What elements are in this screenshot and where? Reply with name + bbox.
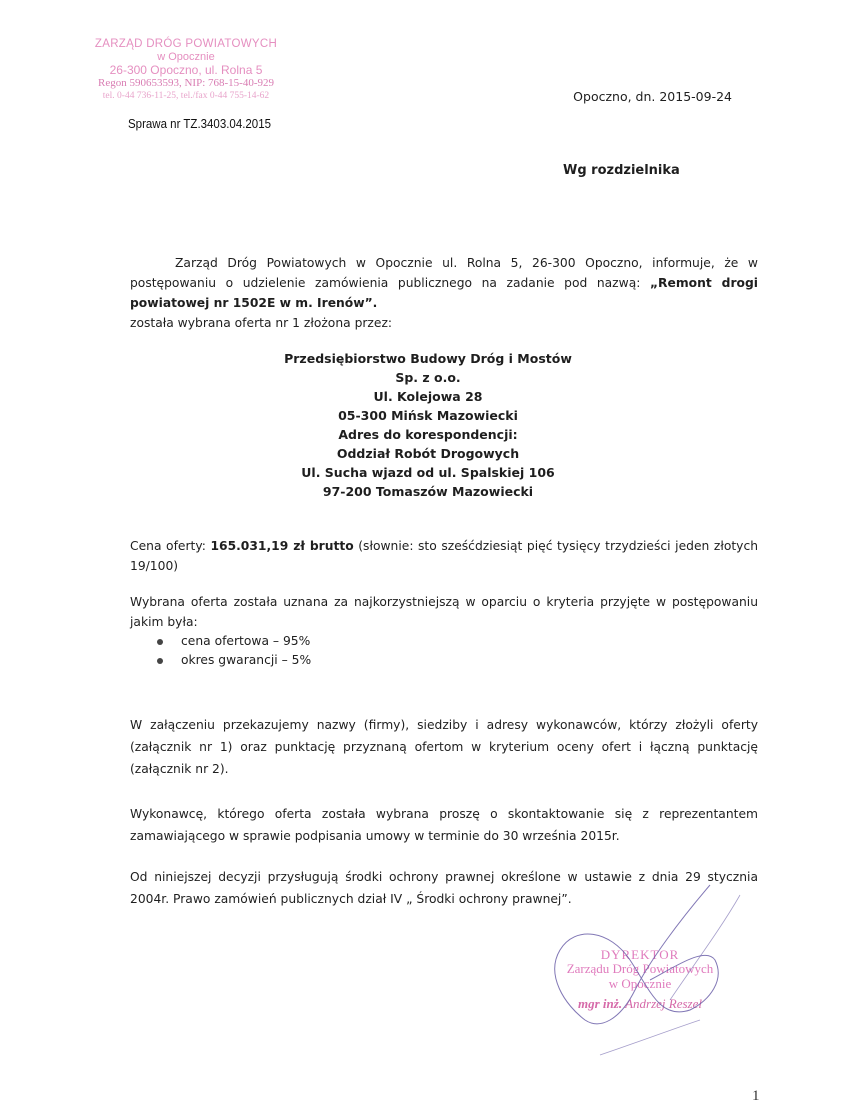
stamp-line-city: w Opocznie xyxy=(157,51,215,63)
winning-bidder xyxy=(230,349,626,501)
criteria-label: cena ofertowa – 95% xyxy=(181,634,311,648)
bidder-line: Ul. Kolejowa 28 xyxy=(373,389,483,404)
price-paragraph xyxy=(130,536,758,576)
stamp-name xyxy=(540,992,740,1016)
place-date: Opoczno, dn. 2015-09-24 xyxy=(573,89,732,104)
sender-stamp xyxy=(86,38,286,103)
contact-paragraph: Wykonawcę, którego oferta została wybrana proszę o skontaktowanie się z reprezentantem zamawiającego w sprawie podpisania umowy w terminie do 30 września 2015r. xyxy=(130,807,758,843)
recipient: Wg rozdzielnika xyxy=(563,163,680,178)
intro-paragraph xyxy=(130,253,758,333)
stamp-line-phone: tel. 0-44 736-11-25, tel./fax 0-44 755-14-62 xyxy=(102,91,270,101)
stamp-city: w Opocznie xyxy=(608,976,672,991)
criteria-item xyxy=(157,632,311,651)
criteria-label: okres gwarancji – 5% xyxy=(181,653,312,667)
stamp-line-address: 26-300 Opoczno, ul. Rolna 5 xyxy=(109,63,263,77)
criteria-item xyxy=(157,651,311,670)
bidder-line: 05-300 Mińsk Mazowiecki xyxy=(338,408,518,423)
bidder-line: Sp. z o.o. xyxy=(395,370,461,385)
bidder-line: Ul. Sucha wjazd od ul. Spalskiej 106 xyxy=(301,465,555,480)
page-number: 1 xyxy=(752,1088,760,1104)
bidder-line: 97-200 Tomaszów Mazowiecki xyxy=(322,484,534,499)
stamp-title: DYREKTOR xyxy=(600,947,680,962)
price-amount: 165.031,19 zł brutto xyxy=(210,539,354,553)
criteria-paragraph: Wybrana oferta została uznana za najkorzystniejszą w oparciu o kryteria przyjęte w postępowaniu jakim była: xyxy=(130,595,758,629)
stamp-person: Andrzej Reszel xyxy=(622,996,702,1011)
price-label: Cena oferty: xyxy=(130,539,211,553)
case-number: Sprawa nr TZ.3403.04.2015 xyxy=(128,117,272,131)
bullet-icon xyxy=(157,639,163,645)
intro-text: Zarząd Dróg Powiatowych w Opocznie ul. Rolna 5, 26-300 Opoczno, informuje, że w postępowaniu o udzielenie zamówienia publicznego na zadanie pod nazwą: xyxy=(130,256,758,290)
appeal-paragraph: Od niniejszej decyzji przysługują środki ochrony prawnej określone w ustawie z dnia 29 stycznia 2004r. Prawo zamówień publicznych dział IV „ Środki ochrony prawnej”. xyxy=(130,870,758,906)
stamp-line-regon: Regon 590653593, NIP: 768-15-40-929 xyxy=(98,77,274,89)
bidder-line: Adres do korespondencji: xyxy=(338,427,518,442)
intro-selected-text: została wybrana oferta nr 1 złożona przez: xyxy=(130,316,393,330)
stamp-org: Zarządu Dróg Powiatowych xyxy=(566,961,714,976)
contract-title: „Remont drogi powiatowej nr 1502E w m. Irenów”. xyxy=(130,276,758,310)
price-in-words: (słownie: sto sześćdziesiąt pięć tysięcy trzydzieści jeden złotych 19/100) xyxy=(130,539,758,573)
bidder-line: Przedsiębiorstwo Budowy Dróg i Mostów xyxy=(284,351,572,366)
stamp-line-org: ZARZĄD DRÓG POWIATOWYCH xyxy=(94,38,278,50)
attachments-paragraph: W załączeniu przekazujemy nazwy (firmy), siedziby i adresy wykonawców, którzy złożyli oferty (załącznik nr 1) oraz punktację przyznaną ofertom w kryterium oceny ofert i łączną punktację (załącznik nr 2). xyxy=(130,718,758,776)
criteria-list xyxy=(157,632,311,670)
stamp-degree: mgr inż. xyxy=(578,996,623,1011)
bidder-line: Oddział Robót Drogowych xyxy=(336,446,520,461)
director-stamp xyxy=(540,948,740,1016)
bullet-icon xyxy=(157,658,163,664)
